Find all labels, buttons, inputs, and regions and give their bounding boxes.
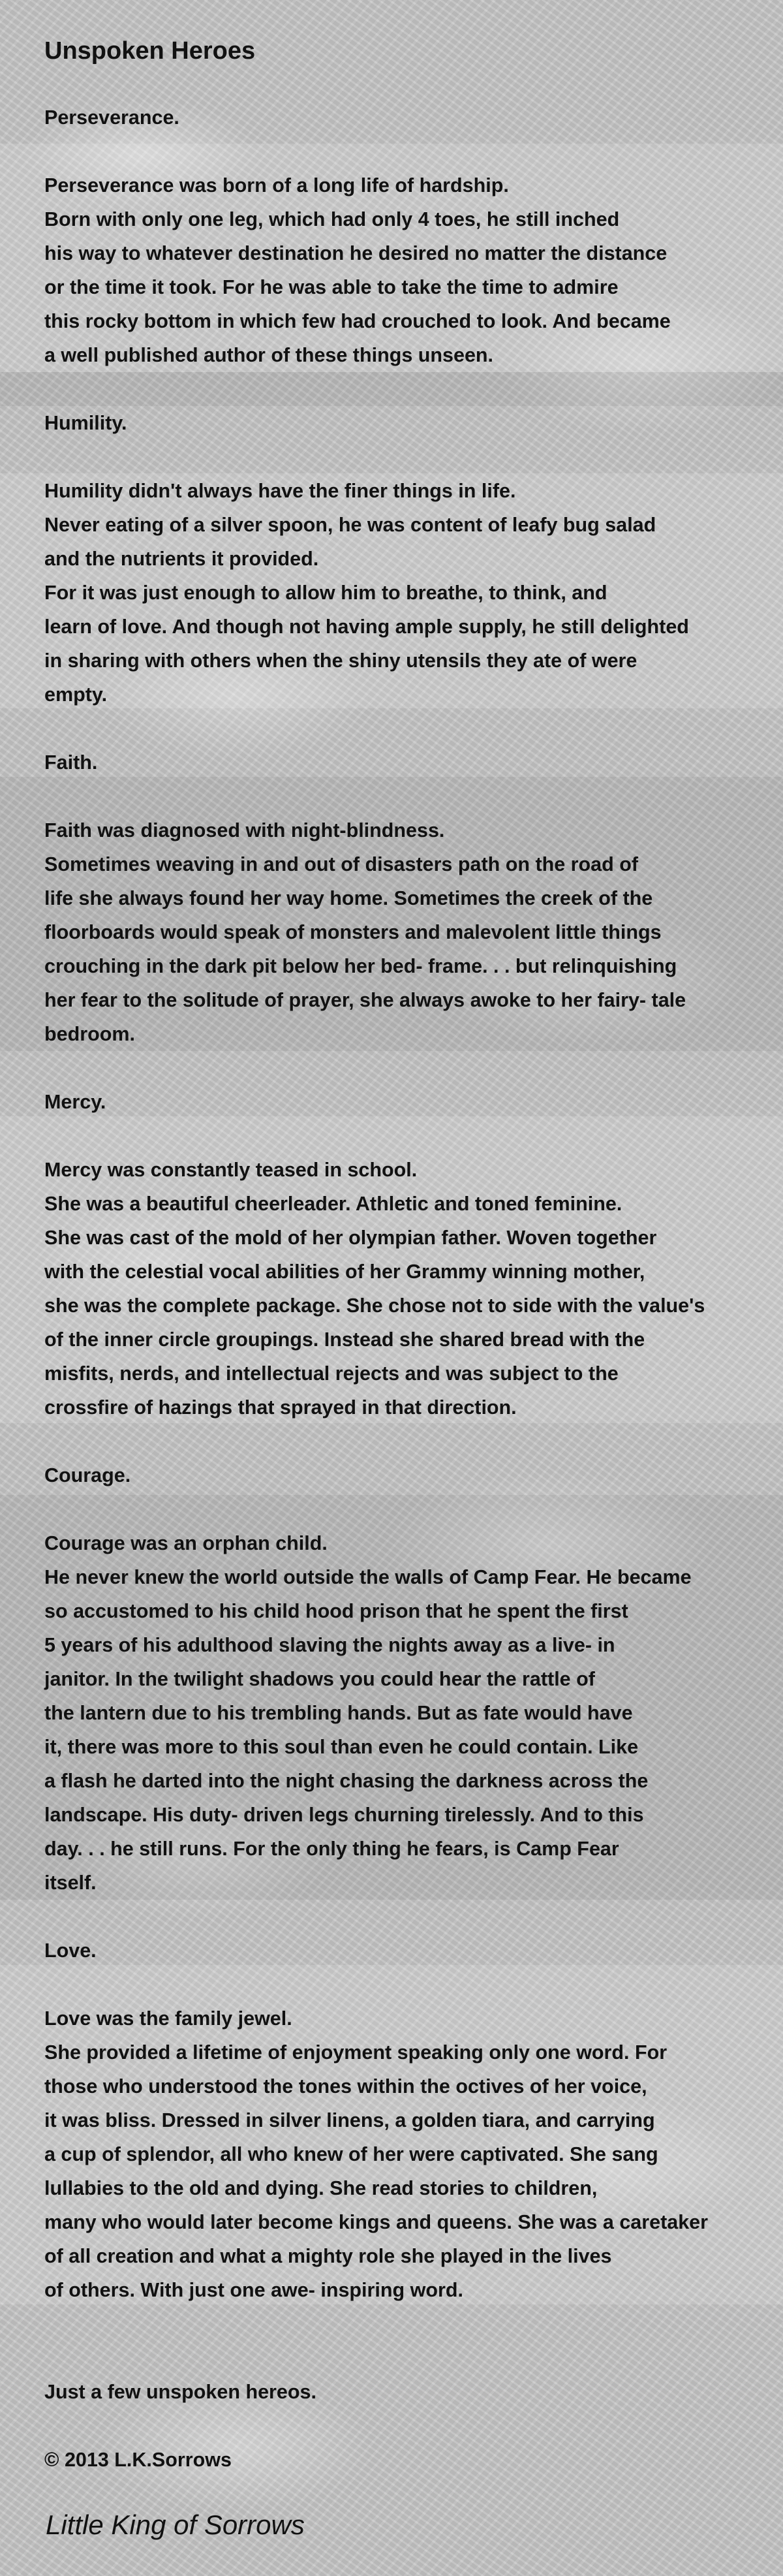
poem-line: itself. xyxy=(44,1872,97,1894)
spacer xyxy=(44,2341,762,2375)
author-name[interactable]: Little King of Sorrows xyxy=(46,2509,305,2540)
poem-line: she was the complete package. She chose not to side with the value's xyxy=(44,1295,705,1317)
poem-line: it, there was more to this soul than even he could contain. Like xyxy=(44,1736,639,1758)
poem-line: Humility didn't always have the finer things in life. xyxy=(44,480,516,502)
poem-line: She was a beautiful cheerleader. Athletic and toned feminine. xyxy=(44,1193,622,1215)
poem-line: Sometimes weaving in and out of disasters path on the road of xyxy=(44,853,639,875)
poem-line: this rocky bottom in which few had crouched to look. And became xyxy=(44,310,671,332)
poem-line: of the inner circle groupings. Instead she shared bread with the xyxy=(44,1328,645,1351)
poem-line: For it was just enough to allow him to breathe, to think, and xyxy=(44,582,607,604)
spacer xyxy=(44,440,762,474)
spacer xyxy=(44,712,762,746)
stanza-heading: Love. xyxy=(44,1940,97,1962)
poem-line: many who would later become kings and queens. She was a caretaker xyxy=(44,2211,709,2233)
poem-line: misfits, nerds, and intellectual rejects and was subject to the xyxy=(44,1362,619,1385)
poem-line: his way to whatever destination he desired no matter the distance xyxy=(44,242,668,264)
poem-line: Love was the family jewel. xyxy=(44,2007,292,2030)
poem-closing-line: Just a few unspoken hereos. xyxy=(44,2381,316,2403)
poem-line: of all creation and what a mighty role she played in the lives xyxy=(44,2245,612,2267)
poem-line: Perseverance was born of a long life of hardship. xyxy=(44,174,509,196)
spacer xyxy=(44,1051,762,1085)
poem-line: Never eating of a silver spoon, he was content of leafy bug salad xyxy=(44,514,656,536)
spacer xyxy=(44,779,762,813)
spacer xyxy=(44,1424,762,1458)
spacer xyxy=(44,372,762,406)
poem-page xyxy=(44,31,762,2477)
poem-line: day. . . he still runs. For the only thing he fears, is Camp Fear xyxy=(44,1838,619,1860)
stanza-heading: Faith. xyxy=(44,751,98,774)
spacer xyxy=(44,1900,762,1934)
poem-line: learn of love. And though not having ample supply, he still delighted xyxy=(44,616,689,638)
poem-line: with the celestial vocal abilities of her Grammy winning mother, xyxy=(44,1261,645,1283)
copyright-notice: © 2013 L.K.Sorrows xyxy=(44,2449,232,2471)
poem-line: empty. xyxy=(44,683,108,706)
poem-line: Courage was an orphan child. xyxy=(44,1532,328,1554)
spacer xyxy=(44,134,762,168)
spacer xyxy=(44,1492,762,1526)
poem-line: of others. With just one awe- inspiring word. xyxy=(44,2279,463,2301)
poem-line: She provided a lifetime of enjoyment speaking only one word. For xyxy=(44,2041,668,2064)
poem-line: She was cast of the mold of her olympian father. Woven together xyxy=(44,1227,657,1249)
poem-line: her fear to the solitude of prayer, she always awoke to her fairy- tale xyxy=(44,989,686,1011)
spacer xyxy=(44,2307,762,2341)
poem-line: Born with only one leg, which had only 4 toes, he still inched xyxy=(44,208,620,230)
stanza-heading: Humility. xyxy=(44,412,127,434)
stanza-heading: Mercy. xyxy=(44,1091,106,1113)
poem-line: Faith was diagnosed with night-blindness. xyxy=(44,819,445,841)
poem-line: crossfire of hazings that sprayed in that direction. xyxy=(44,1396,517,1419)
poem-line: He never knew the world outside the walls of Camp Fear. He became xyxy=(44,1566,692,1588)
poem-body xyxy=(44,101,762,2307)
poem-line: floorboards would speak of monsters and malevolent little things xyxy=(44,921,662,943)
poem-line: a well published author of these things unseen. xyxy=(44,344,494,366)
stanza-heading: Courage. xyxy=(44,1464,131,1486)
poem-line: 5 years of his adulthood slaving the nights away as a live- in xyxy=(44,1634,615,1656)
poem-line: crouching in the dark pit below her bed- frame. . . but relinquishing xyxy=(44,955,677,977)
poem-line: it was bliss. Dressed in silver linens, a golden tiara, and carrying xyxy=(44,2109,655,2131)
poem-line: bedroom. xyxy=(44,1023,135,1045)
stanza-heading: Perseverance. xyxy=(44,106,179,129)
poem-title: Unspoken Heroes xyxy=(44,37,256,65)
poem-line: a cup of splendor, all who knew of her were captivated. She sang xyxy=(44,2143,658,2165)
poem-line: a flash he darted into the night chasing the darkness across the xyxy=(44,1770,649,1792)
poem-line: landscape. His duty- driven legs churning tirelessly. And to this xyxy=(44,1804,644,1826)
poem-line: so accustomed to his child hood prison that he spent the first xyxy=(44,1600,628,1622)
spacer xyxy=(44,1119,762,1153)
poem-line: Mercy was constantly teased in school. xyxy=(44,1159,418,1181)
poem-line: those who understood the tones within the octives of her voice, xyxy=(44,2075,647,2097)
poem-line: janitor. In the twilight shadows you could hear the rattle of xyxy=(44,1668,595,1690)
poem-line: and the nutrients it provided. xyxy=(44,548,319,570)
poem-line: life she always found her way home. Sometimes the creek of the xyxy=(44,887,653,909)
poem-line: lullabies to the old and dying. She read stories to children, xyxy=(44,2177,598,2199)
spacer xyxy=(44,1968,762,2002)
poem-line: or the time it took. For he was able to take the time to admire xyxy=(44,276,619,298)
poem-line: in sharing with others when the shiny utensils they ate of were xyxy=(44,650,637,672)
poem-line: the lantern due to his trembling hands. But as fate would have xyxy=(44,1702,633,1724)
